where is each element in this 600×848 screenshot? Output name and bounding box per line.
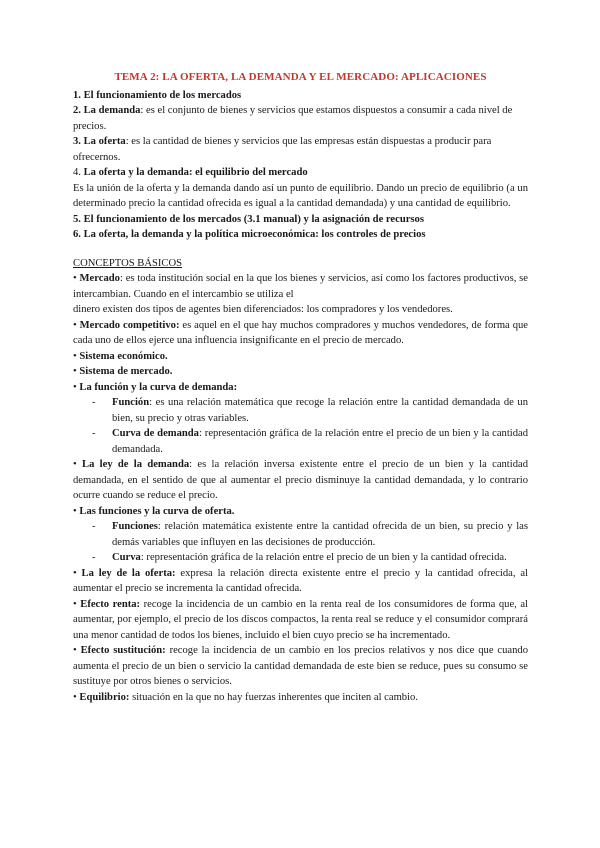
- section-6-heading: 6. La oferta, la demanda y la política microeconómica: los controles de precios: [73, 229, 426, 240]
- section-5-heading: 5. El funcionamiento de los mercados (3.1 manual) y la asignación de recursos: [73, 213, 424, 225]
- conceptos-basicos-heading: CONCEPTOS BÁSICOS: [73, 257, 183, 269]
- document-title: TEMA 2: LA OFERTA, LA DEMANDA Y EL MERCADO: APLICACIONES: [114, 71, 487, 83]
- concept-efecto-sustitucion: • Efecto sustitución: recoge la incidencia de un cambio en los precios relativos y nos dice que cuando aumenta el precio de un bien o servicio la cantidad demandada de este bien se reduce, pues su consumo se sustituye por otros bienes o servicios.: [73, 645, 528, 687]
- concept-ley-demanda: • La ley de la demanda: es la relación inversa existente entre el precio de un bien y la cantidad demandada, en el sentido de que al aumentar el precio disminuye la cantidad demandada, y lo contrario ocurre cuando se reduce el precio.: [73, 459, 528, 501]
- section-3: [73, 134, 528, 165]
- section-1: [73, 88, 528, 104]
- section-2: [73, 103, 528, 134]
- concept-mercado-competitivo: • Mercado competitivo: es aquel en el que hay muchos compradores y muchos vendedores, de forma que cada uno de ellos ejerce una influencia insignificante en el precio de mercado.: [73, 319, 528, 346]
- concept-equilibrio: • Equilibrio: situación en la que no hay fuerzas inherentes que inciten al cambio.: [73, 691, 418, 703]
- section-4-text: Es la unión de la oferta y la demanda dando así un punto de equilibrio. Dando un precio de equilibrio (a un determinado precio la cantidad ofrecida es igual a la cantidad demandada) y una cantidad de equilibrio.: [73, 182, 528, 209]
- concept-efecto-renta: • Efecto renta: recoge la incidencia de un cambio en la renta real de los consumidores de forma que, al aumentar, por ejemplo, el precio de los discos compactos, la renta real se reduce y el consumidor comprará una menor cantidad de todos los bienes, incluido el bien cuyo precio se ha incrementado.: [73, 598, 528, 641]
- sub-item-funciones: - Funciones: relación matemática existente entre la cantidad ofrecida de un bien, su precio y las demás variables que influyen en las decisiones de producción.: [92, 521, 528, 548]
- section-3-text: : es la cantidad de bienes y servicios que las empresas están dispuestas a producir para ofrecernos.: [73, 136, 492, 163]
- concept-mercado-cont: dinero existen dos tipos de agentes bien diferenciados: los compradores y los vendedores.: [73, 304, 453, 315]
- concept-ley-oferta: • La ley de la oferta: expresa la relación directa existente entre el precio y la cantidad ofrecida, al aumentar el precio se incrementa la cantidad ofrecida.: [73, 567, 528, 594]
- section-4-heading: 4. La oferta y la demanda: el equilibrio del mercado: [73, 167, 308, 178]
- section-3-heading: 3. La oferta: [73, 136, 126, 147]
- concept-funcion-demanda: • La función y la curva de demanda:: [73, 381, 238, 393]
- sub-item-curva-oferta: - Curva: representación gráfica de la relación entre el precio de un bien y la cantidad ofrecida.: [92, 552, 507, 563]
- sub-item-funcion: - Función: es una relación matemática que recoge la relación entre la cantidad demandada de un bien, su precio y otras variables.: [92, 397, 528, 424]
- concept-mercado: • Mercado: es toda institución social en la que los bienes y servicios, así como los factores productivos, se intercambian. Cuando en el intercambio se utiliza el: [73, 273, 528, 300]
- section-2-text: : es el conjunto de bienes y servicios que estamos dispuestos a consumir a cada nivel de precios.: [73, 105, 513, 132]
- sub-item-curva-demanda: - Curva de demanda: representación gráfica de la relación entre el precio de un bien y la cantidad demandada.: [92, 428, 529, 455]
- section-1-heading: 1. El funcionamiento de los mercados: [73, 89, 242, 101]
- concept-sistema-economico: • Sistema económico.: [73, 350, 168, 362]
- document-content: [73, 70, 528, 705]
- concept-sistema-mercado: • Sistema de mercado.: [73, 366, 173, 377]
- section-2-heading: 2. La demanda: [73, 105, 141, 116]
- concept-funciones-oferta: • Las funciones y la curva de oferta.: [73, 505, 235, 517]
